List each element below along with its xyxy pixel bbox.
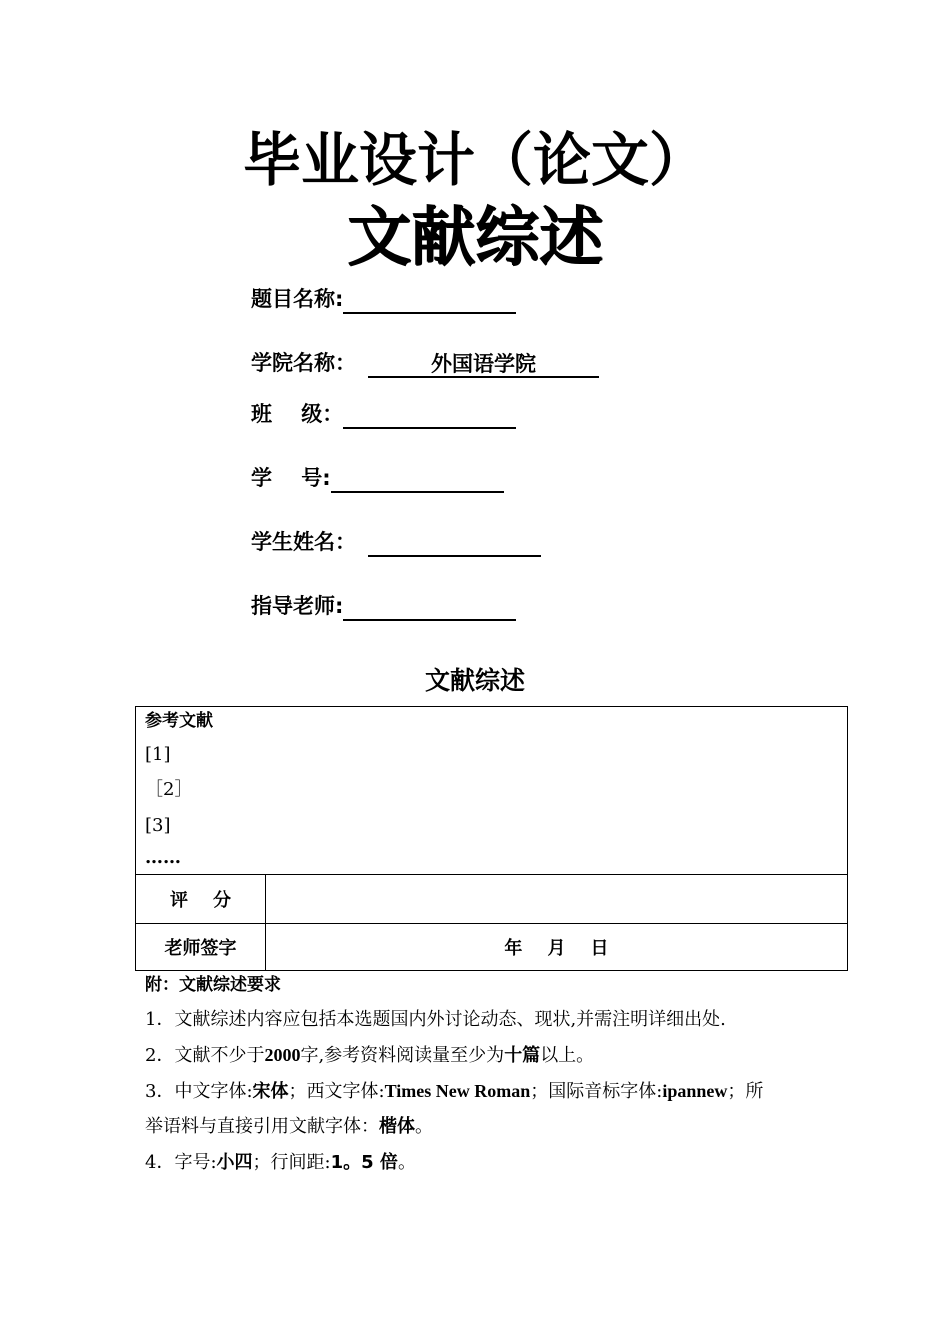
req2-count: 2000 <box>264 1045 301 1065</box>
field-student-id-value[interactable] <box>331 467 504 493</box>
signature-date[interactable]: 年 月 日 <box>504 938 609 959</box>
field-topic-label: 题目名称: <box>251 287 344 311</box>
field-college-value[interactable]: 外国语学院 <box>368 352 599 378</box>
references-heading: 参考文献 <box>145 711 213 731</box>
field-student-id <box>251 463 504 493</box>
field-class-value[interactable] <box>343 403 516 429</box>
requirement-item-3-cont <box>145 1114 433 1140</box>
field-advisor <box>251 591 516 621</box>
requirements-heading: 附：文献综述要求 <box>145 975 281 995</box>
reference-item: ［2］ <box>145 779 193 800</box>
requirement-item-2 <box>145 1042 594 1069</box>
reference-ellipsis: …… <box>145 847 181 868</box>
field-topic-value[interactable] <box>343 288 516 314</box>
req3-line2-suffix: 。 <box>415 1116 433 1137</box>
field-student-name-label: 学生姓名： <box>251 530 356 554</box>
req4-size: 小四 <box>216 1152 253 1173</box>
review-section-title: 文献综述 <box>424 666 525 695</box>
score-label: 评 分 <box>136 874 266 923</box>
field-student-name-value[interactable] <box>368 531 541 557</box>
requirement-item-4 <box>145 1150 416 1176</box>
req4-mid: ；行间距: <box>252 1152 331 1173</box>
req4-spacing: 1。5 倍 <box>330 1152 398 1173</box>
reference-item: [3] <box>145 815 171 836</box>
req2-bold: 十篇 <box>504 1045 541 1066</box>
req3-line2-prefix: 举语料与直接引用文献字体： <box>145 1116 379 1137</box>
field-student-name <box>251 527 541 557</box>
review-table <box>135 706 848 971</box>
requirement-item-3 <box>145 1078 763 1105</box>
req2-mid: 字,参考资料阅读量至少为 <box>300 1045 505 1066</box>
req2-suffix: 以上。 <box>540 1045 595 1066</box>
signature-label: 老师签字 <box>136 924 266 970</box>
req3-kai-font: 楷体 <box>379 1116 415 1137</box>
reference-item: [1] <box>145 744 171 765</box>
score-value[interactable] <box>266 874 847 923</box>
req3-ipa-font: ipannew <box>662 1081 728 1101</box>
field-advisor-label: 指导老师: <box>251 594 344 618</box>
field-college <box>251 348 599 378</box>
req2-prefix: 2．文献不少于 <box>145 1045 265 1066</box>
req3-sep3: ；所 <box>727 1081 764 1102</box>
req3-cn-font: 宋体 <box>252 1081 289 1102</box>
signature-row <box>136 924 847 970</box>
field-college-label: 学院名称： <box>251 351 356 375</box>
field-class-label: 班 级： <box>251 402 344 426</box>
cover-subtitle: 文献综述 <box>347 201 603 275</box>
score-row <box>136 874 847 924</box>
field-advisor-value[interactable] <box>343 595 516 621</box>
field-student-id-label: 学 号: <box>251 466 331 490</box>
req4-prefix: 4．字号: <box>145 1152 217 1173</box>
req3-sep1: ；西文字体: <box>288 1081 385 1102</box>
field-topic <box>251 284 516 314</box>
req3-prefix: 3．中文字体: <box>145 1081 253 1102</box>
cover-title: 毕业设计（论文） <box>242 126 707 194</box>
req4-suffix: 。 <box>397 1152 416 1173</box>
references-cell[interactable] <box>136 707 847 875</box>
req3-sep2: ；国际音标字体: <box>530 1081 663 1102</box>
req3-en-font: Times New Roman <box>384 1081 531 1101</box>
field-class <box>251 399 516 429</box>
requirement-item-1: 1．文献综述内容应包括本选题国内外讨论动态、现状,并需注明详细出处. <box>145 1009 726 1030</box>
